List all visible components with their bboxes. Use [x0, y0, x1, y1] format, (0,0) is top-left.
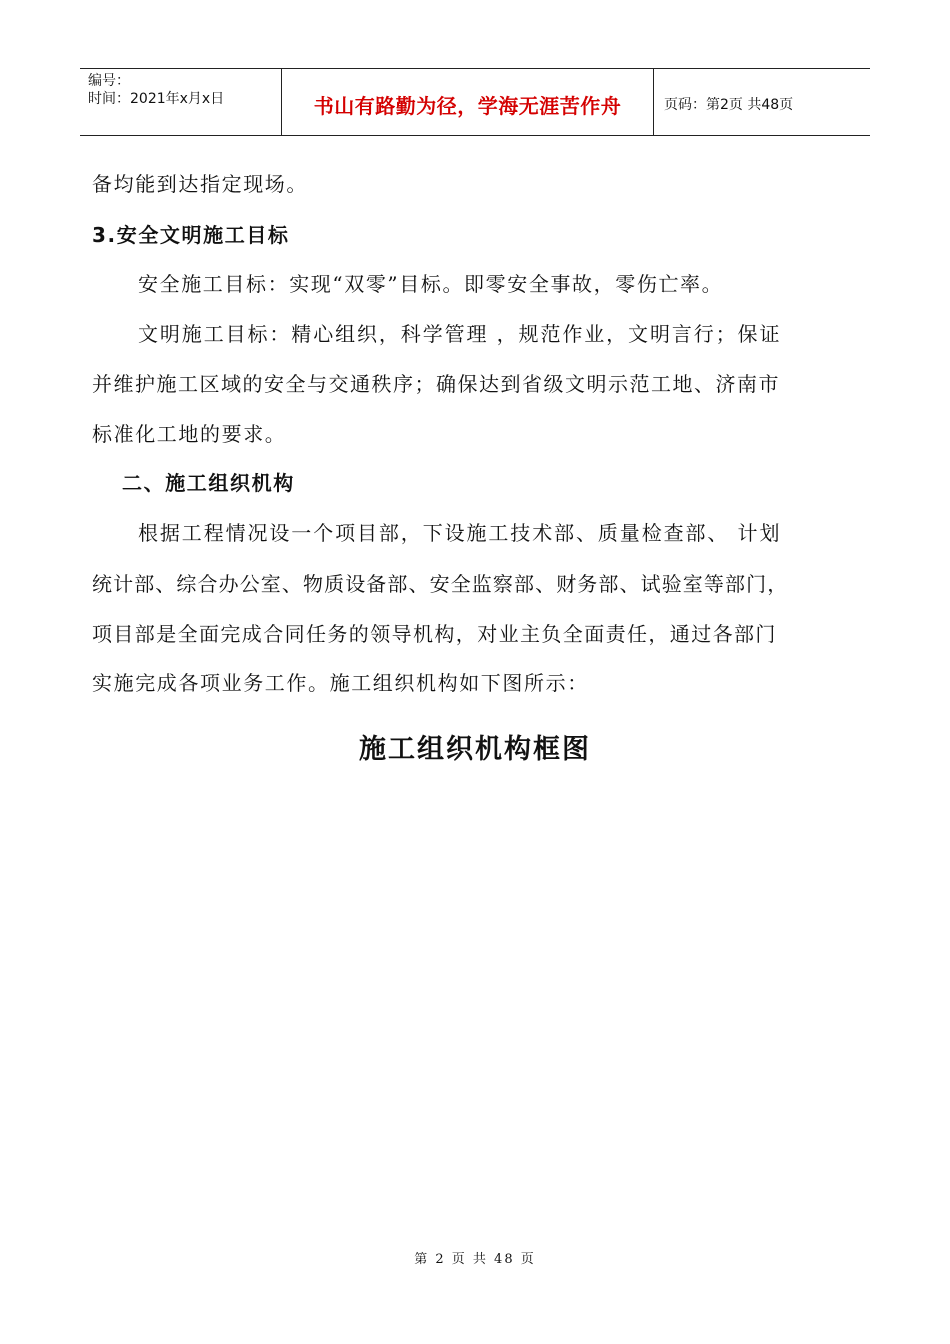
org-chart-title: 施工组织机构框图 [359, 734, 591, 765]
page-footer: 第 2 页 共 48 页 [414, 1252, 536, 1267]
civil-goal-line-1: 文明施工目标：精心组织，科学管理 ，规范作业，文明言行；保证 [138, 322, 782, 346]
header-meta-cell [80, 69, 282, 135]
safety-goal-text: 安全施工目标：实现“双零”目标。即零安全事故，零伤亡率。 [138, 272, 724, 296]
section-heading-safety: 3.安全文明施工目标 [92, 223, 290, 247]
document-date-label: 时间：2021年x月x日 [88, 91, 225, 107]
civil-goal-line-2: 并维护施工区域的安全与交通秩序；确保达到省级文明示范工地、济南市 [92, 372, 780, 396]
document-header [80, 68, 870, 136]
org-text-line-2: 统计部、综合办公室、物质设备部、安全监察部、财务部、试验室等部门， [92, 572, 789, 596]
document-number-label: 编号： [88, 73, 130, 89]
paragraph-continuation: 备均能到达指定现场。 [92, 172, 308, 196]
header-motto: 书山有路勤为径，学海无涯苦作舟 [282, 69, 654, 135]
section-heading-org: 二、施工组织机构 [122, 471, 295, 495]
header-page-info: 页码：第2页 共48页 [664, 97, 794, 113]
org-text-line-1: 根据工程情况设一个项目部，下设施工技术部、质量检查部、 计划 [138, 521, 782, 545]
org-text-line-4: 实施完成各项业务工作。施工组织机构如下图所示： [92, 671, 589, 695]
org-text-line-3: 项目部是全面完成合同任务的领导机构，对业主负全面责任，通过各部门 [92, 622, 777, 646]
civil-goal-line-3: 标准化工地的要求。 [92, 422, 287, 446]
